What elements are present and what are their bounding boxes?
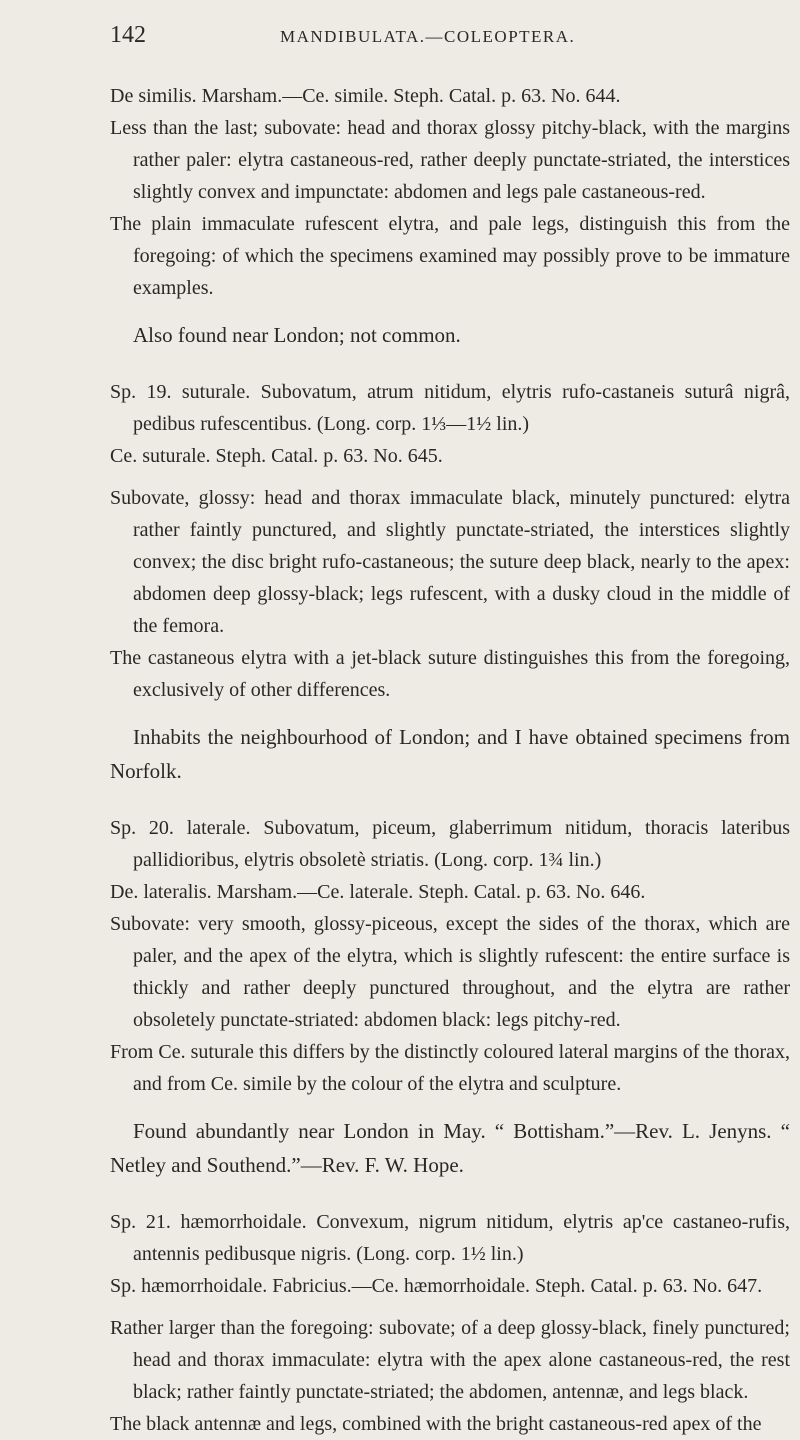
de-similis-synonymy: De similis. Marsham.—Ce. simile. Steph. Catal. p. 63. No. 644. — [110, 85, 621, 107]
de-similis-description: Less than the last; subovate: head and thorax glossy pitchy-black, with the margins rather paler: elytra castaneous-red, rather deeply punctate-striated, the interstices slightly convex and impunctate: abdomen and legs pale castaneous-red. — [110, 117, 790, 203]
sp20-synonymy: De. lateralis. Marsham.—Ce. laterale. Steph. Catal. p. 63. No. 646. — [110, 881, 646, 903]
sp20-remarks: From Ce. suturale this differs by the distinctly coloured lateral margins of the thorax, and from Ce. simile by the colour of the elytra and sculpture. — [110, 1041, 790, 1095]
running-head: MANDIBULATA.—COLEOPTERA. — [280, 27, 576, 46]
sp20-heading: Sp. 20. laterale. Subovatum, piceum, glaberrimum nitidum, thoracis lateribus pallidioribus, elytris obsoletè striatis. (Long. corp. 1¾ lin.) — [110, 817, 790, 871]
page-body — [110, 80, 790, 1440]
de-similis-habitat: Also found near London; not common. — [133, 323, 461, 347]
sp21-description: Rather larger than the foregoing: subovate; of a deep glossy-black, finely punctured; head and thorax immaculate: elytra with the apex alone castaneous-red, the rest black; rather faintly punctate-striated; the abdomen, antennæ, and legs black. — [110, 1317, 790, 1403]
sp19-habitat: Inhabits the neighbourhood of London; and I have obtained specimens from Norfolk. — [110, 725, 790, 783]
sp20-description: Subovate: very smooth, glossy-piceous, except the sides of the thorax, which are paler, and the apex of the elytra, which is slightly rufescent: the entire surface is thickly and rather deeply punctured throughout, and the elytra are rather obsoletely punctate-striated: abdomen black: legs pitchy-red. — [110, 913, 790, 1031]
sp21-heading: Sp. 21. hæmorrhoidale. Convexum, nigrum nitidum, elytris ap'ce castaneo-rufis, antennis pedibusque nigris. (Long. corp. 1½ lin.) — [110, 1211, 790, 1265]
sp21-remarks: The black antennæ and legs, combined with the bright castaneous-red apex of the — [110, 1413, 762, 1435]
sp19-description: Subovate, glossy: head and thorax immaculate black, minutely punctured: elytra rather faintly punctured, and slightly punctate-striated, the interstices slightly convex; the disc bright rufo-castaneous; the suture deep black, nearly to the apex: abdomen deep glossy-black; legs rufescent, with a dusky cloud in the middle of the femora. — [110, 487, 790, 637]
sp20-habitat: Found abundantly near London in May. “ Bottisham.”—Rev. L. Jenyns. “ Netley and Southend.”—Rev. F. W. Hope. — [110, 1119, 790, 1177]
page-header — [110, 22, 730, 62]
de-similis-remarks: The plain immaculate rufescent elytra, and pale legs, distinguish this from the foregoing: of which the specimens examined may possibly prove to be immature examples. — [110, 213, 790, 299]
sp19-heading: Sp. 19. suturale. Subovatum, atrum nitidum, elytris rufo-castaneis suturâ nigrâ, pedibus rufescentibus. (Long. corp. 1⅓—1½ lin.) — [110, 381, 790, 435]
sp21-synonymy: Sp. hæmorrhoidale. Fabricius.—Ce. hæmorrhoidale. Steph. Catal. p. 63. No. 647. — [110, 1275, 763, 1297]
sp19-synonymy: Ce. suturale. Steph. Catal. p. 63. No. 645. — [110, 445, 443, 467]
page-number: 142 — [110, 22, 146, 48]
sp19-remarks: The castaneous elytra with a jet-black suture distinguishes this from the foregoing, exclusively of other differences. — [110, 647, 790, 701]
